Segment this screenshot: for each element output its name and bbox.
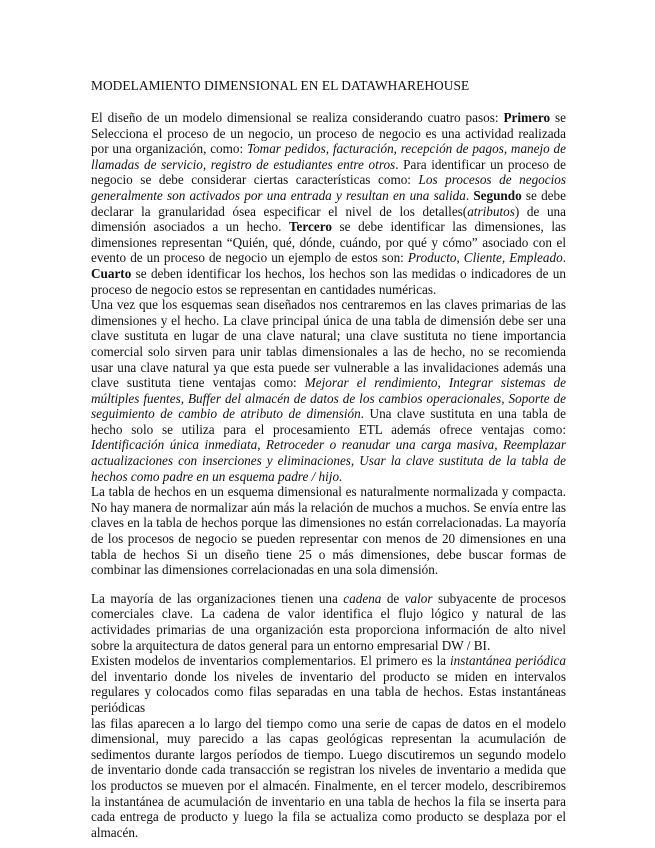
paragraph-fact-table: La tabla de hechos en un esquema dimensional es naturalmente normalizada y compacta. No hay manera de normalizar aún más la relación de muchos a muchos. Se envía entre las claves en la tabla de hechos porque las dimensiones no están correlacionadas. La mayoría de los procesos de negocio se pueden representar con menos de 20 dimensiones en una tabla de hechos Si un diseño tiene 25 o más dimensiones, debe buscar formas de combinar las dimensiones correlacionadas en una sola dimensión. — [91, 484, 566, 578]
bold-term-primero: Primero — [503, 110, 551, 125]
bold-term-cuarto: Cuarto — [91, 265, 132, 281]
text-run: Existen modelos de inventarios complementarios. El primero es la — [91, 653, 450, 669]
text-run: subyacente de procesos comerciales clave. La cadena de valor identifica el flujo lógico y natural de las actividades primarias de una organización esta proporciona información de alto nivel sobre la arquitectura de datos general para un entorno empresarial DW / BI. — [91, 590, 566, 653]
text-run: . Para identificar un proceso de negocio se debe considerar ciertas características como: — [91, 156, 567, 188]
paragraph-four-steps — [91, 110, 566, 297]
document-title: MODELAMIENTO DIMENSIONAL EN EL DATAWHAREHOUSE — [91, 78, 470, 93]
paragraph-surrogate-keys — [91, 297, 566, 484]
bold-term-tercero: Tercero — [288, 219, 332, 235]
paragraph-inventory-models — [91, 653, 566, 715]
paragraph-value-chain — [91, 591, 566, 653]
text-run: La mayoría de las organizaciones tienen una — [91, 590, 344, 606]
paragraph-spacer — [91, 578, 566, 591]
text-run: se debe declarar la granularidad ósea especificar el nivel de los detalles( — [91, 187, 566, 219]
text-run: se deben identificar los hechos, los hechos son las medidas o indicadores de un proceso de negocio estos se representan en cantidades numéricas. — [91, 265, 566, 297]
text-run: se debe identificar las dimensiones, las dimensiones representan “Quién, qué, dónde, cuándo, por qué y cómo” asociado con el evento de un proceso de negocio un ejemplo de estos son: — [91, 219, 566, 266]
bold-term-segundo: Segundo — [473, 187, 522, 203]
italic-dimension-examples: Producto, Cliente, Empleado — [407, 250, 563, 266]
italic-cadena: cadena — [343, 590, 382, 606]
text-run: . Una clave sustituta en una tabla de hecho solo se utiliza para el procesamiento ETL además ofrece ventajas como: — [91, 406, 566, 437]
text-run: . — [562, 250, 566, 266]
italic-key-advantages: Mejorar el rendimiento, Integrar sistemas de múltiples fuentes, Buffer del almacén de datos de los cambios operacionales, Soporte de seguimiento de cambio de atributo de dimensión — [91, 375, 566, 422]
text-run: El diseño de un modelo dimensional se realiza considerando cuatro pasos: — [91, 110, 504, 125]
italic-examples: Tomar pedidos, facturación, recepción de pagos, manejo de llamadas de servicio, registro de estudiantes entre otros — [91, 141, 566, 172]
text-run: de — [381, 590, 405, 606]
text-run: ) de una dimensión asociados a un hecho. — [91, 203, 566, 235]
italic-valor: valor — [404, 590, 433, 606]
text-run: del inventario donde los niveles de inventario del producto se miden en intervalos regulares y colocados como filas separadas en una tabla de hechos. Estas instantáneas periódicas — [91, 668, 566, 715]
italic-atributos: atributos — [467, 203, 515, 219]
paragraph-inventory-snapshots: las filas aparecen a lo largo del tiempo como una serie de capas de datos en el modelo dimensional, muy parecido a las capas geológicas representan la acumulación de sedimentos durante largos períodos de tiempo. Luego discutiremos un segundo modelo de inventario donde cada transacción se registran los niveles de inventario a medida que los productos se mueven por el almacén. Finalmente, en el tercer modelo, describiremos la instantánea de acumulación de inventario en una tabla de hechos la fila se inserta para cada entrega de producto y luego la fila se actualiza como producto se desplaza por el almacén. — [91, 715, 566, 840]
text-run: . — [465, 187, 474, 203]
text-run: Una vez que los esquemas sean diseñados nos centraremos en las claves primarias de las dimensiones y el hecho. La clave principal única de una tabla de dimensión debe ser una clave sustituta en lugar de una clave natural; una clave sustituta no tiene importancia comercial solo sirven para unir tablas dimensionales a las de hecho, no se recomienda usar una clave natural ya que esta puede ser vulnerable a las invalidaciones además una clave sustituta tiene ventajas como: — [91, 297, 566, 391]
text-run: se Selecciona el proceso de un negocio, un proceso de negocio es una actividad realizada por una organización, como: — [91, 110, 566, 157]
italic-characteristics: Los procesos de negocios generalmente son activados por una entrada y resultan en una salida — [91, 172, 566, 203]
italic-fact-key-advantages: Identificación única inmediata, Retroceder o reanudar una carga masiva, Reemplazar actualizaciones con inserciones y eliminaciones, Usar la clave sustituta de la tabla de hechos como padre en un esquema padre / hijo. — [91, 437, 566, 484]
italic-periodic-snapshot: instantánea periódica — [449, 653, 566, 669]
